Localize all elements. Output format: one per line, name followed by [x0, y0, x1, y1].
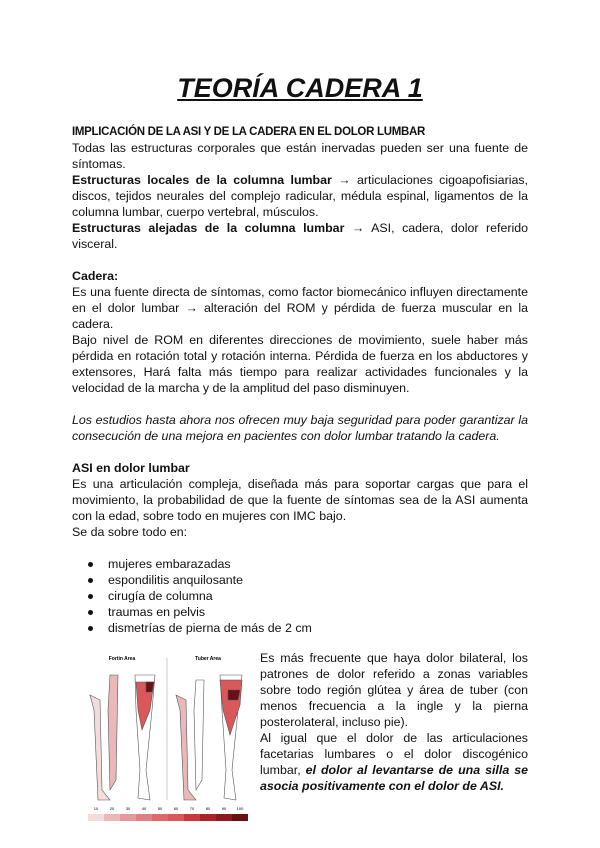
paragraph: [72, 220, 528, 252]
scale-tick-label: 20: [109, 806, 115, 811]
section-heading: ASI en dolor lumbar: [72, 461, 190, 475]
scale-swatch: [136, 814, 152, 821]
paragraph: [72, 172, 528, 220]
text: Al igual que el dolor de las articulaciones facetarias lumbares o el dolor discogénico lumbar,: [260, 731, 528, 777]
pain-map-figure: [80, 650, 252, 828]
scale-swatch: [200, 814, 216, 821]
scale-swatch: [232, 814, 248, 821]
section-heading: IMPLICACIÓN DE LA ASI Y DE LA CADERA EN EL DOLOR LUMBAR: [72, 126, 426, 138]
page-title: TEORÍA CADERA 1: [177, 73, 423, 103]
scale-tick-label: 80: [205, 806, 211, 811]
figure-label-right: Tuber Area: [195, 656, 221, 662]
list-item: espondilitis anquilosante: [108, 572, 528, 588]
document-body: [72, 124, 528, 828]
paragraph: Es más frecuente que haya dolor bilateral, los patrones de dolor referido a zonas variables sobre todo región glútea y área de tuber (con menos frecuencia a la ingle y la pierna posterolateral, incluso pie).: [260, 651, 528, 729]
scale-tick-label: 60: [173, 806, 179, 811]
italic-note: Los estudios hasta ahora nos ofrecen muy baja seguridad para poder garantizar la consecución de una mejora en pacientes con dolor lumbar tratando la cadera.: [72, 413, 528, 443]
list-item: cirugía de columna: [108, 588, 528, 604]
scale-tick-label: 50: [157, 806, 163, 811]
paragraph: Es una articulación compleja, diseñada más para soportar cargas que para el movimiento, la probabilidad de que la fuente de síntomas sea de la ASI aumenta con la edad, sobre todo en mujeres con IMC bajo.: [72, 477, 528, 523]
text: → ASI, cadera, dolor referido visceral.: [72, 221, 528, 251]
paragraph: Bajo nivel de ROM en diferentes direcciones de movimiento, suele haber más pérdida en rotación total y rotación interna. Pérdida de fuerza en los abductores y extensores, Hará falta más tiempo para realizar actividades funcionales y la velocidad de la marcha y de la amplitud del paso disminuyen.: [72, 333, 528, 395]
scale-swatch: [88, 814, 104, 821]
scale-swatch: [104, 814, 120, 821]
scale-swatch: [216, 814, 232, 821]
paragraph: Todas las estructuras corporales que están inervadas pueden ser una fuente de síntomas.: [72, 141, 528, 171]
scale-tick-label: 100: [236, 806, 244, 811]
list-item: dismetrías de pierna de más de 2 cm: [108, 620, 528, 636]
scale-swatch: [152, 814, 168, 821]
paragraph: [260, 730, 528, 794]
leg-illustration-right: [176, 675, 242, 800]
paragraph: Se da sobre todo en:: [72, 525, 188, 539]
side-text: [260, 650, 528, 794]
text: → articulaciones cigoapofisiarias, discos, tejidos neurales del complejo radicular, médula espinal, ligamentos de la columna lumbar, cuerpo vertebral, músculos.: [72, 173, 528, 219]
section-heading: Cadera:: [72, 269, 119, 283]
figure-label-left: Fortin Area: [108, 656, 136, 662]
scale-tick-label: 70: [189, 806, 195, 811]
bullet-list: [72, 556, 528, 636]
bold-term: Estructuras locales de la columna lumbar: [72, 173, 332, 187]
color-scale-legend: [88, 806, 248, 821]
leg-illustration-left: [90, 675, 155, 800]
scale-tick-label: 30: [125, 806, 131, 811]
scale-swatch: [168, 814, 184, 821]
list-item: traumas en pelvis: [108, 604, 528, 620]
scale-tick-label: 90: [221, 806, 227, 811]
bold-term: Estructuras alejadas de la columna lumbar: [72, 221, 345, 235]
scale-tick-label: 10: [93, 806, 99, 811]
paragraph: Es una fuente directa de síntomas, como factor biomecánico influyen directamente en el dolor lumbar → alteración del ROM y pérdida de fuerza muscular en la cadera.: [72, 285, 528, 331]
bold-italic-text: el dolor al levantarse de una silla se asocia positivamente con el dolor de ASI.: [260, 763, 528, 793]
scale-swatch: [184, 814, 200, 821]
figure-row: [72, 650, 528, 828]
scale-swatch: [120, 814, 136, 821]
scale-tick-label: 40: [141, 806, 147, 811]
list-item: mujeres embarazadas: [108, 556, 528, 572]
